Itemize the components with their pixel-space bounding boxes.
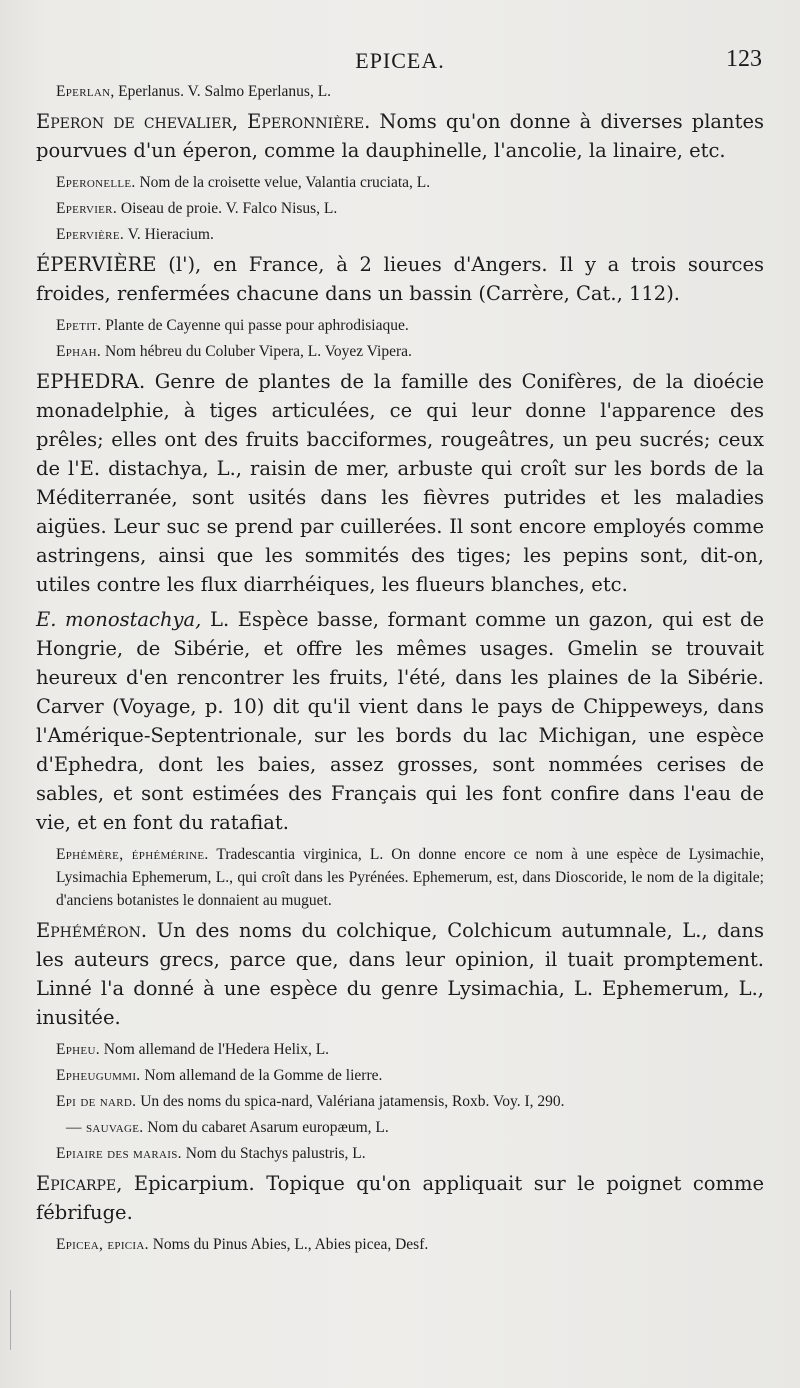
entry-epetit [36, 314, 764, 337]
entry-ephemere [36, 843, 764, 912]
entry-text: Nom allemand de l'Hedera Helix, L. [99, 1041, 330, 1058]
headword: Ephémère, éphémérine. [56, 846, 209, 863]
headword: Epheugummi. [56, 1067, 141, 1084]
entry-text: Nom allemand de la Gomme de lierre. [140, 1067, 383, 1084]
headword: Epheu. [56, 1041, 100, 1058]
entry-text: Epicarpium. Topique qu'on appliquait sur le poignet comme fébrifuge. [36, 1172, 764, 1224]
entry-text: Oiseau de proie. V. Falco Nisus, L. [117, 200, 338, 217]
entry-text: V. Hieracium. [124, 226, 214, 243]
page-header [36, 40, 764, 80]
headword: Epervière. [56, 226, 125, 243]
headword: Eperon de chevalier, Eperonnière. [36, 110, 371, 133]
headword: — sauvage. [66, 1119, 144, 1136]
headword: EPHEDRA. [36, 370, 146, 393]
entry-text: Un des noms du spica-nard, Valériana jatamensis, Roxb. Voy. I, 290. [136, 1093, 565, 1110]
entry-eperon [36, 107, 764, 165]
entry-text: Genre de plantes de la famille des Conifères, de la dioécie monadelphie, à tiges articulées, ce qui leur donne l'apparence des prêles; elles ont des fruits bacciformes, rougeâtres, un peu sucrés; ceux de l'E. distachya, L., raisin de mer, arbuste qui croît sur les bords de la Méditerranée, sont usités dans les fièvres putrides et les maladies aigües. Leur suc se prend par cuillerées. Il sont encore employés comme astringens, ainsi que les sommités des tiges; les pepins sont, dit-on, utiles contre les flux diarrhéiques, les flueurs blanches, etc. [36, 370, 764, 596]
headword: Eperonelle. [56, 174, 136, 191]
headword: Epicarpe, [36, 1172, 123, 1195]
entry-epheugummi [36, 1064, 764, 1087]
headword: Ephéméron. [36, 919, 148, 942]
entry-ephedra [36, 367, 764, 599]
entry-text: Nom du Stachys palustris, L. [181, 1145, 366, 1162]
entry-epi-de-nard [36, 1090, 764, 1113]
entry-text: L. Espèce basse, formant comme un gazon, qui est de Hongrie, de Sibérie, et offre les mêmes usages. Gmelin se trouvait heureux d'en rencontrer les fruits, l'été, dans les plaines de la Sibérie. Carver (Voyage, p. 10) dit qu'il vient dans le pays de Chippeweys, dans l'Amérique-Septentrionale, sur les bords du lac Michigan, une espèce d'Ephedra, dont les baies, assez grosses, sont nommées cerises de sables, et sont estimées des Français qui les font confire dans l'eau de vie, et en font du ratafiat. [36, 608, 765, 834]
entry-ephah [36, 340, 764, 363]
entry-ephemeron [36, 916, 764, 1032]
page-margin-mark [10, 1290, 11, 1350]
headword: Ephah. [56, 343, 102, 360]
entry-text: Un des noms du colchique, Colchicum autumnale, L., dans les auteurs grecs, parce que, dans leur opinion, il tuait promptement. Linné l'a donné à une espèce du genre Lysimachia, L. Ephemerum, L., inusitée. [36, 919, 764, 1029]
headword: Eperlan [56, 83, 111, 100]
headword: Epicea, epicia. [56, 1236, 149, 1253]
entry-eperviere-plant [36, 223, 764, 246]
running-head: EPICEA. [355, 48, 445, 73]
entry-eperlan [36, 80, 764, 103]
entry-text: Nom du cabaret Asarum europæum, L. [143, 1119, 389, 1136]
entry-text: Noms du Pinus Abies, L., Abies picea, Desf. [148, 1236, 429, 1253]
entry-epervier [36, 197, 764, 220]
entry-sauvage [36, 1116, 764, 1139]
entry-text: Noms qu'on donne à diverses plantes pourvues d'un éperon, comme la dauphinelle, l'ancolie, la linaire, etc. [36, 110, 765, 162]
headword: Epi de nard. [56, 1093, 137, 1110]
entry-text: Nom hébreu du Coluber Vipera, L. Voyez Vipera. [101, 343, 412, 360]
headword: Epervier. [56, 200, 117, 217]
entry-epicea [36, 1233, 764, 1256]
page-number: 123 [726, 46, 762, 72]
entry-epheu [36, 1038, 764, 1061]
entry-text: en France, à 2 lieues d'Angers. Il y a trois sources froides, renfermées chacune dans un bassin (Carrère, Cat., 112). [36, 253, 764, 305]
entry-eperonelle [36, 171, 764, 194]
headword: Epiaire des marais. [56, 1145, 182, 1162]
entry-text: , Eperlanus. V. Salmo Eperlanus, L. [110, 83, 332, 100]
entry-epicarpe [36, 1169, 764, 1227]
entry-text: Plante de Cayenne qui passe pour aphrodisiaque. [101, 317, 409, 334]
entry-text: Nom de la croisette velue, Valantia cruciata, L. [135, 174, 431, 191]
headword: ÉPERVIÈRE (l'), [36, 253, 202, 276]
headword: Epetit. [56, 317, 102, 334]
headword: E. monostachya, [36, 608, 202, 631]
entry-eperviere-place [36, 250, 764, 308]
entry-monostachya [36, 605, 764, 837]
entry-epiaire [36, 1142, 764, 1165]
entry-text: Tradescantia virginica, L. On donne encore ce nom à une espèce de Lysimachie, Lysimachia Ephemerum, L., qui croît dans les Pyrénées. Ephemerum, est, dans Dioscoride, le nom de la digitale; d'anciens botanistes le donnaient au muguet. [56, 846, 764, 909]
